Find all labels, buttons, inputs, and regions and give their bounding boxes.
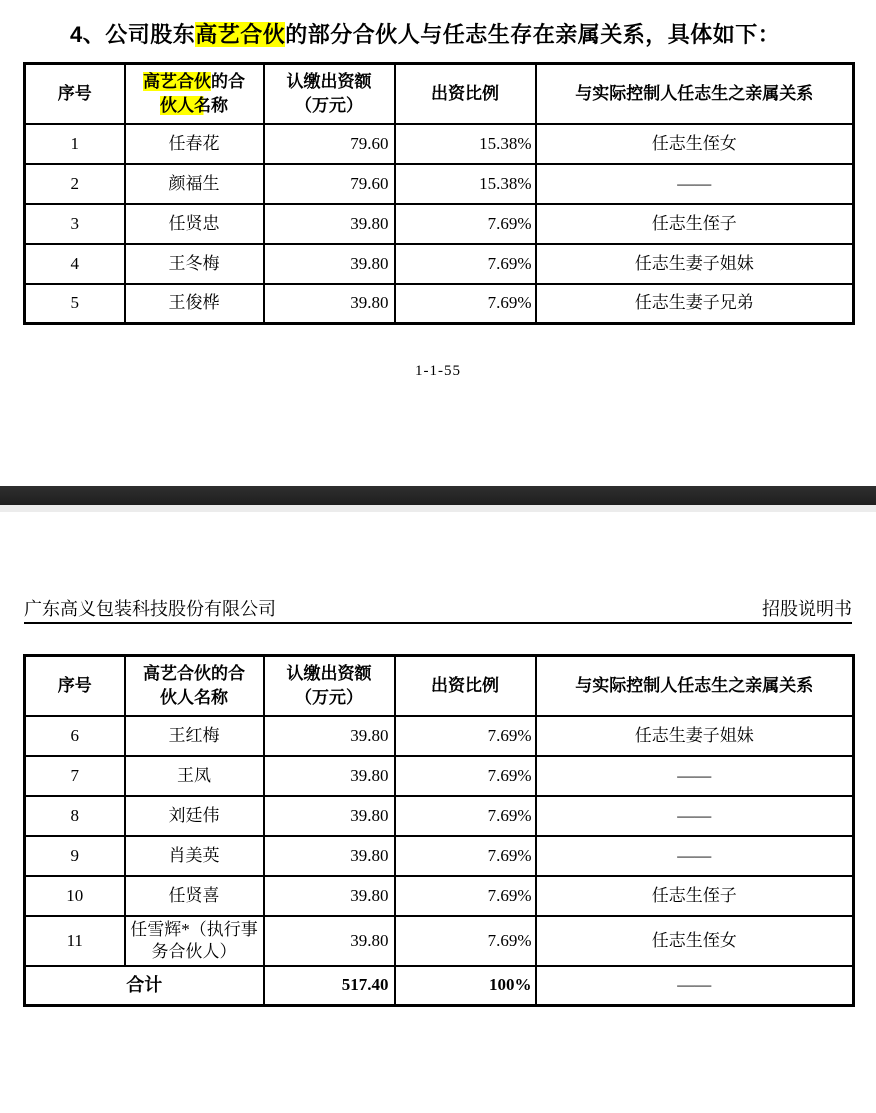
- table-row: [25, 796, 854, 836]
- cell-relation: 任志生侄女: [536, 124, 854, 164]
- cell-relation: ——: [536, 756, 854, 796]
- cell-amount: 39.80: [264, 876, 395, 916]
- document-type: 招股说明书: [762, 599, 852, 619]
- column-header-seq: 序号: [25, 656, 125, 716]
- column-header-ratio: 出资比例: [395, 656, 536, 716]
- cell-ratio: 7.69%: [395, 836, 536, 876]
- cell-total-label: 合计: [25, 966, 264, 1006]
- cell-ratio: 7.69%: [395, 204, 536, 244]
- cell-amount: 39.80: [264, 284, 395, 324]
- column-header-relation: 与实际控制人任志生之亲属关系: [536, 64, 854, 124]
- cell-seq: 2: [25, 164, 125, 204]
- heading-text-pre: 公司股东: [105, 22, 196, 47]
- cell-relation: ——: [536, 836, 854, 876]
- cell-ratio: 7.69%: [395, 284, 536, 324]
- table-row: [25, 876, 854, 916]
- column-header-relation: 与实际控制人任志生之亲属关系: [536, 656, 854, 716]
- cell-seq: 4: [25, 244, 125, 284]
- table-row: [25, 164, 854, 204]
- column-header-amount: 认缴出资额 （万元）: [264, 656, 395, 716]
- cell-ratio: 15.38%: [395, 124, 536, 164]
- cell-seq: 3: [25, 204, 125, 244]
- table-row: [25, 716, 854, 756]
- cell-name: 王俊桦: [125, 284, 264, 324]
- cell-amount: 79.60: [264, 164, 395, 204]
- cell-total-relation: ——: [536, 966, 854, 1006]
- cell-relation: 任志生妻子姐妹: [536, 244, 854, 284]
- cell-ratio: 7.69%: [395, 756, 536, 796]
- table-total-row: [25, 966, 854, 1006]
- cell-seq: 7: [25, 756, 125, 796]
- cell-name: 颜福生: [125, 164, 264, 204]
- partners-table-page2: [23, 654, 855, 1007]
- cell-seq: 6: [25, 716, 125, 756]
- page-number: 1-1-55: [415, 363, 461, 379]
- cell-name: 任雪辉*（执行事务合伙人）: [125, 916, 264, 966]
- cell-relation: ——: [536, 796, 854, 836]
- heading-number: 4、: [70, 22, 106, 47]
- cell-amount: 79.60: [264, 124, 395, 164]
- cell-relation: ——: [536, 164, 854, 204]
- table-row: [25, 244, 854, 284]
- cell-total-amount: 517.40: [264, 966, 395, 1006]
- cell-relation: 任志生妻子兄弟: [536, 284, 854, 324]
- cell-seq: 8: [25, 796, 125, 836]
- cell-relation: 任志生妻子姐妹: [536, 716, 854, 756]
- highlighted-term: 高艺合伙: [143, 71, 211, 91]
- cell-name: 任贤喜: [125, 876, 264, 916]
- cell-seq: 10: [25, 876, 125, 916]
- cell-name: 王凤: [125, 756, 264, 796]
- partners-table-page1: [23, 62, 855, 325]
- cell-relation: 任志生侄子: [536, 204, 854, 244]
- highlighted-term: 高艺合伙: [195, 22, 286, 47]
- cell-relation: 任志生侄子: [536, 876, 854, 916]
- table-row: [25, 124, 854, 164]
- table-row: [25, 204, 854, 244]
- cell-seq: 5: [25, 284, 125, 324]
- cell-seq: 1: [25, 124, 125, 164]
- heading-text-post: 的部分合伙人与任志生存在亲属关系，具体如下：: [285, 22, 781, 47]
- cell-name: 任春花: [125, 124, 264, 164]
- page-separator-bar: [0, 486, 876, 505]
- cell-ratio: 7.69%: [395, 716, 536, 756]
- table-row: [25, 284, 854, 324]
- cell-name: 王红梅: [125, 716, 264, 756]
- cell-ratio: 7.69%: [395, 916, 536, 966]
- cell-name: 刘廷伟: [125, 796, 264, 836]
- highlighted-term-partial: 名: [194, 95, 211, 115]
- column-header-name: 高艺合伙的合 伙人名称: [125, 656, 264, 716]
- column-header-seq: 序号: [25, 64, 125, 124]
- cell-ratio: 15.38%: [395, 164, 536, 204]
- cell-amount: 39.80: [264, 836, 395, 876]
- highlighted-term: 伙人: [160, 95, 194, 115]
- column-header-ratio: 出资比例: [395, 64, 536, 124]
- cell-amount: 39.80: [264, 756, 395, 796]
- cell-amount: 39.80: [264, 204, 395, 244]
- company-name: 广东高义包装科技股份有限公司: [24, 599, 276, 619]
- cell-amount: 39.80: [264, 716, 395, 756]
- running-header: [24, 598, 852, 624]
- cell-relation: 任志生侄女: [536, 916, 854, 966]
- table-row: [25, 836, 854, 876]
- cell-amount: 39.80: [264, 244, 395, 284]
- cell-amount: 39.80: [264, 796, 395, 836]
- cell-ratio: 7.69%: [395, 796, 536, 836]
- document-page-2: [0, 598, 876, 1113]
- table-header-row: [25, 656, 854, 716]
- table-header-row: [25, 64, 854, 124]
- cell-seq: 9: [25, 836, 125, 876]
- cell-ratio: 7.69%: [395, 244, 536, 284]
- cell-ratio: 7.69%: [395, 876, 536, 916]
- section-heading: [23, 20, 853, 49]
- document-page-1: [0, 0, 876, 483]
- cell-total-ratio: 100%: [395, 966, 536, 1006]
- page-separator: [0, 486, 876, 512]
- column-header-amount: 认缴出资额 （万元）: [264, 64, 395, 124]
- column-header-name: 高艺合伙的合 伙人名称: [125, 64, 264, 124]
- table-row: [25, 916, 854, 966]
- cell-amount: 39.80: [264, 916, 395, 966]
- table-row: [25, 756, 854, 796]
- cell-name: 任贤忠: [125, 204, 264, 244]
- cell-seq: 11: [25, 916, 125, 966]
- cell-name: 肖美英: [125, 836, 264, 876]
- cell-name: 王冬梅: [125, 244, 264, 284]
